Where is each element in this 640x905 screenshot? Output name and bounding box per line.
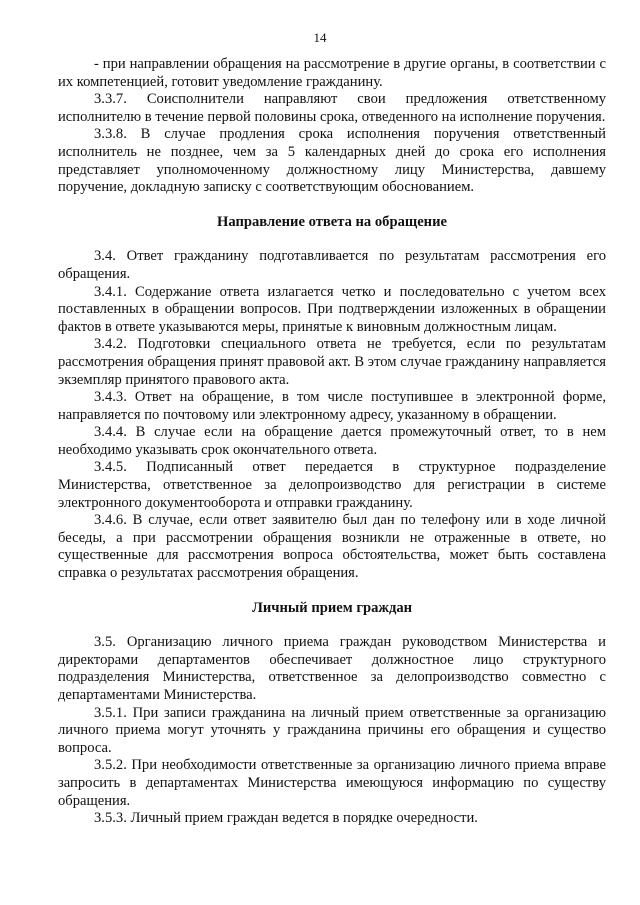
paragraph-3-4-2: 3.4.2. Подготовки специального ответа не требуется, если по результатам рассмотрения обращения принят правовой акт. В этом случае гражданину направляется экземпляр принятого правового акта. (58, 336, 606, 388)
section-heading-response: Направление ответа на обращение (217, 213, 447, 230)
paragraph-3-4-6: 3.4.6. В случае, если ответ заявителю был дан по телефону или в ходе личной беседы, а при рассмотрении обращения возникли не отраженные в ответе, но существенные для рассмотрения вопроса обстоятельства, может быть составлена справка о результатах рассмотрения обращения. (58, 512, 606, 582)
document-body (58, 56, 606, 828)
paragraph-3-5-2: 3.5.2. При необходимости ответственные за организацию личного приема вправе запросить в департаментах Министерства имеющуюся информацию по существу обращения. (58, 757, 606, 809)
paragraph-3-3-7: 3.3.7. Соисполнители направляют свои предложения ответственному исполнителю в течение первой половины срока, отведенного на исполнение поручения. (58, 91, 606, 125)
paragraph-3-4-4: 3.4.4. В случае если на обращение дается промежуточный ответ, то в нем необходимо указывать срок окончательного ответа. (58, 424, 606, 458)
paragraph-3-5-1: 3.5.1. При записи гражданина на личный прием ответственные за организацию личного приема могут уточнять у гражданина причины его обращения и существо вопроса. (58, 704, 606, 756)
paragraph-notification: - при направлении обращения на рассмотрение в другие органы, в соответствии с их компетенцией, готовит уведомление гражданину. (58, 56, 606, 90)
paragraph-3-4-1: 3.4.1. Содержание ответа излагается четко и последовательно с учетом всех поставленных в обращении вопросов. При подтверждении изложенных в обращении фактов в ответе указываются меры, принятые к виновным должностным лицам. (58, 283, 606, 335)
paragraph-3-5-3: 3.5.3. Личный прием граждан ведется в порядке очередности. (94, 810, 478, 827)
paragraph-3-4-5: 3.4.5. Подписанный ответ передается в структурное подразделение Министерства, ответственное за делопроизводство для регистрации в системе электронного документооборота и отправки гражданину. (58, 459, 606, 511)
paragraph-3-3-8: 3.3.8. В случае продления срока исполнения поручения ответственный исполнитель не позднее, чем за 5 календарных дней до срока его исполнения представляет уполномоченному должностному лицу Министерства, давшему поручение, докладную записку с соответствующим обоснованием. (58, 126, 606, 196)
paragraph-3-4-3: 3.4.3. Ответ на обращение, в том числе поступившее в электронной форме, направляется по почтовому или электронному адресу, указанному в обращении. (58, 389, 606, 423)
section-heading-reception: Личный прием граждан (251, 599, 413, 616)
paragraph-3-5: 3.5. Организацию личного приема граждан руководством Министерства и директорами департаментов обеспечивает должностное лицо структурного подразделения Министерства, ответственное за делопроизводство совместно с департаментами Министерства. (58, 634, 606, 703)
paragraph-3-4: 3.4. Ответ гражданину подготавливается по результатам рассмотрения его обращения. (58, 248, 606, 282)
page-number: 14 (313, 30, 327, 45)
